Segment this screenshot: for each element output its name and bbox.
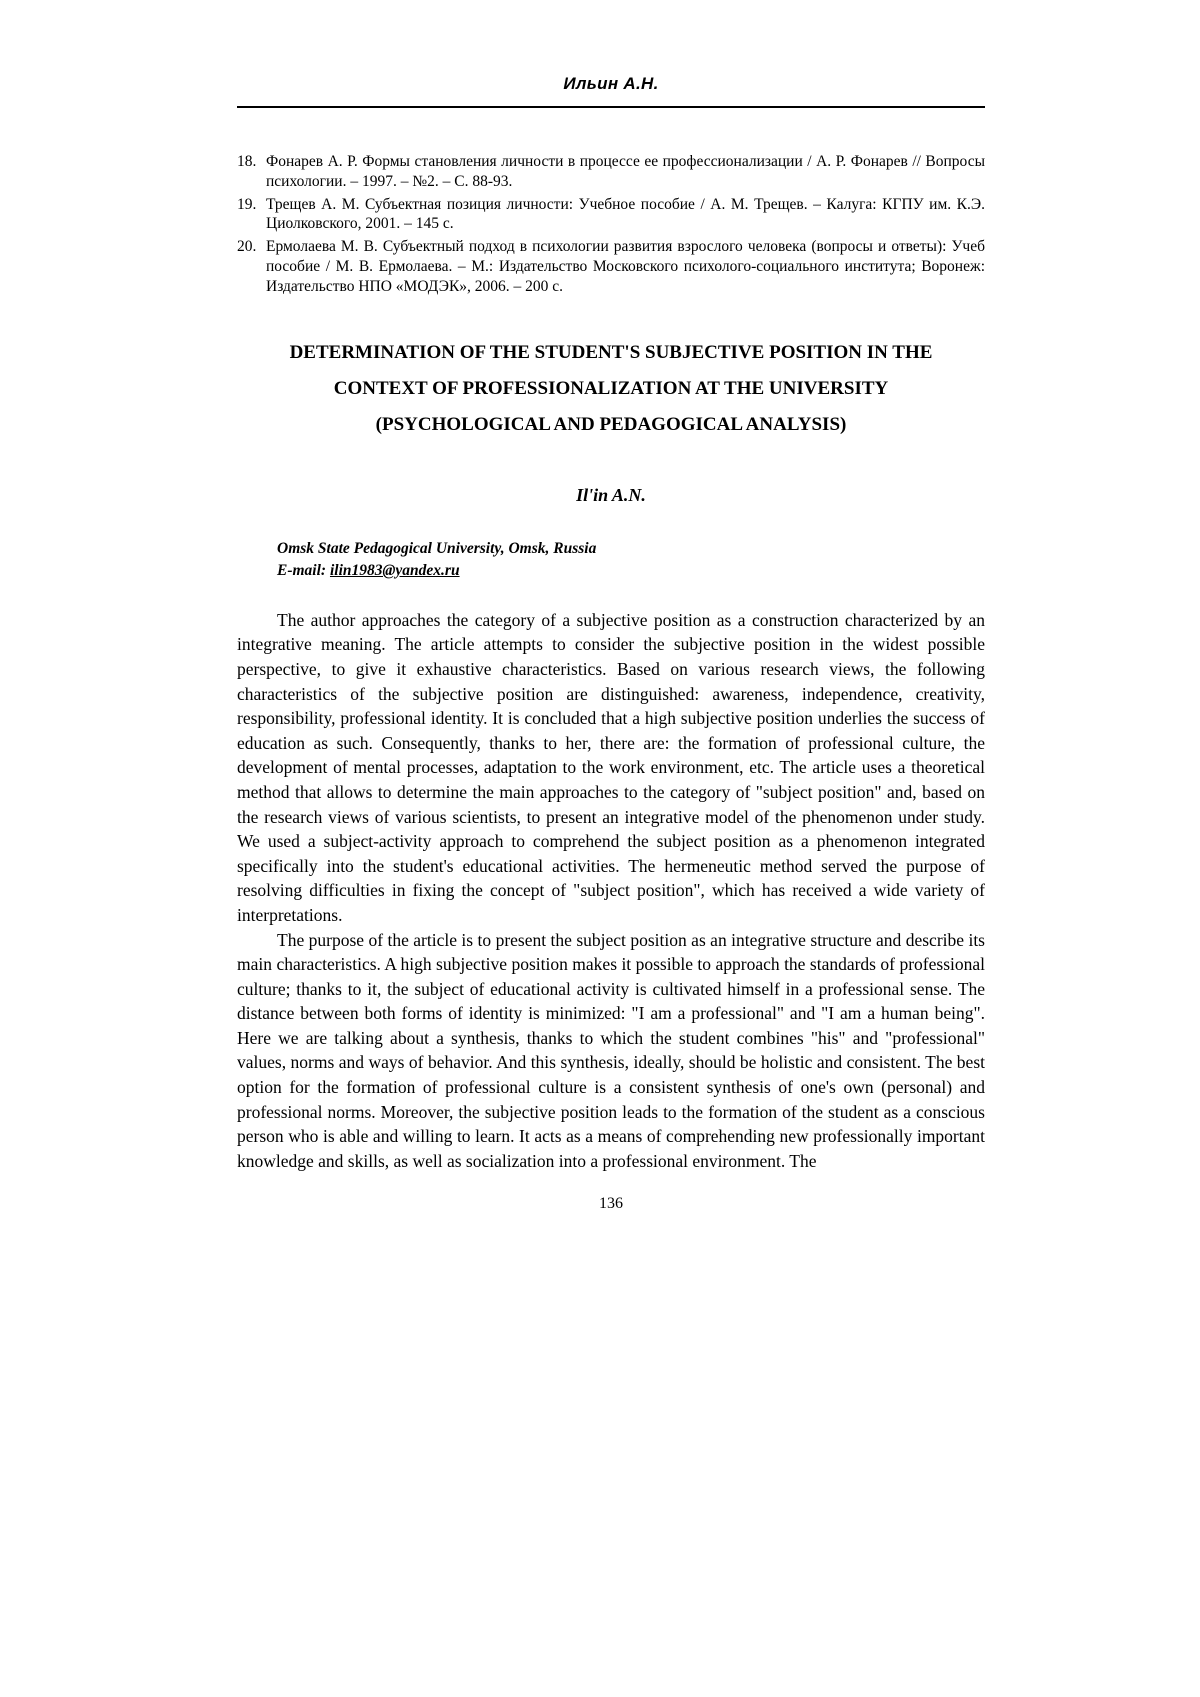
reference-text: Фонарев А. Р. Формы становления личности в процессе ее профессионализации / А. Р. Фонарев // Вопросы психологии. – 1997. – №2. – С. 88-93. (266, 153, 985, 190)
header-rule (237, 106, 985, 108)
reference-number: 20. (237, 238, 257, 256)
abstract-paragraph: The author approaches the category of a subjective position as a construction characterized by an integrative meaning. The article attempts to consider the subjective position in the widest possible perspective, to give it exhaustive characteristics. Based on various research views, the following characteristics of the subjective position are distinguished: awareness, independence, creativity, responsibility, professional identity. It is concluded that a high subjective position underlies the success of education as such. Consequently, thanks to her, there are: the formation of professional culture, the development of mental processes, adaptation to the work environment, etc. The article uses a theoretical method that allows to determine the main approaches to the category of "subject position" and, based on the research views of various scientists, to present an integrative model of the phenomenon under study. We used a subject-activity approach to comprehend the subject position as a phenomenon integrated specifically into the student's educational activities. The hermeneutic method served the purpose of resolving difficulties in fixing the concept of "subject position", which has received a wide variety of interpretations. (237, 609, 985, 925)
reference-number: 19. (237, 195, 257, 213)
email-link[interactable]: ilin1983@yandex.ru (329, 561, 460, 579)
reference-text: Ермолаева М. В. Субъектный подход в психологии развития взрослого человека (вопросы и ответы): Учеб пособие / М. В. Ермолаева. – М.: Издательство Московского психолого-социального института; Воронеж: Издательство НПО «МОДЭК», 2006. – 200 с. (266, 238, 985, 295)
references-list (237, 152, 985, 297)
reference-text: Трещев А. М. Субъектная позиция личности: Учебное пособие / А. М. Трещев. – Калуга: КГПУ им. К.Э. Циолковского, 2001. – 145 с. (266, 195, 985, 233)
body-paragraph: The purpose of the article is to present the subject position as an integrative structure and describe its main characteristics. A high subjective position makes it possible to approach the standards of professional culture; thanks to it, the subject of educational activity is cultivated himself in a professional sense. The distance between both forms of identity is minimized: "I am a professional" and "I am a human being". Here we are talking about a synthesis, thanks to which the student combines "his" and "professional" values, norms and ways of behavior. And this synthesis, ideally, should be holistic and consistent. The best option for the formation of professional culture is a consistent synthesis of one's own (personal) and professional norms. Moreover, the subjective position leads to the formation of the student as a conscious person who is able and willing to learn. It acts as a means of comprehending new professionally important knowledge and skills, as well as socialization into a professional environment. The (237, 929, 985, 1171)
email-line (277, 560, 985, 582)
reference-number: 18. (237, 153, 257, 170)
article-title (237, 335, 985, 443)
title-line-3: (PSYCHOLOGICAL AND PEDAGOGICAL ANALYSIS) (375, 413, 847, 435)
reference-item-18 (237, 152, 985, 192)
title-line-2: CONTEXT OF PROFESSIONALIZATION AT THE UNIVERSITY (333, 377, 889, 399)
affiliation-block (237, 538, 985, 582)
email-label: E-mail: (277, 561, 330, 579)
affiliation-text: Omsk State Pedagogical University, Omsk, Russia (277, 539, 597, 557)
page-number: 136 (599, 1195, 623, 1213)
title-line-1: DETERMINATION OF THE STUDENT'S SUBJECTIVE POSITION IN THE (289, 341, 933, 363)
running-head: Ильин А.Н. (563, 74, 659, 93)
reference-item-19 (237, 195, 985, 235)
author-name: Il'in A.N. (576, 484, 646, 505)
reference-item-20 (237, 237, 985, 296)
